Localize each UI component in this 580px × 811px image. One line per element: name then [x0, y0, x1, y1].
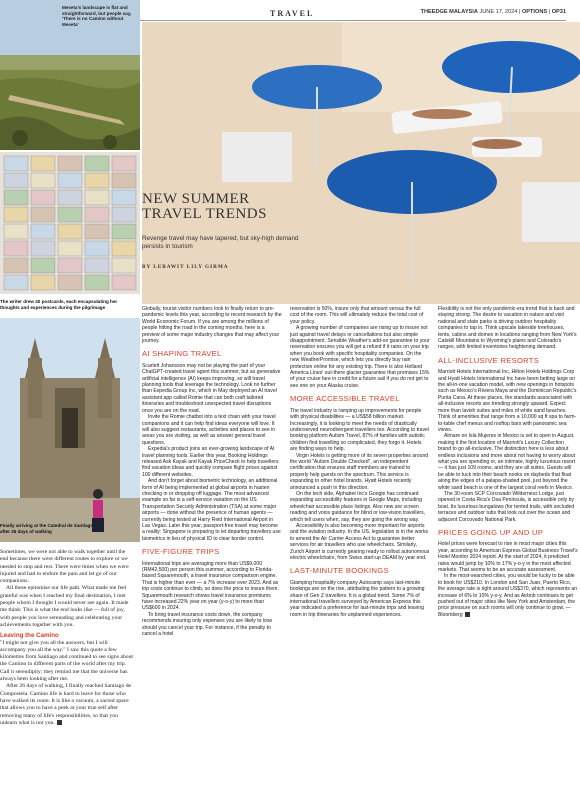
postcard [85, 224, 109, 239]
caption-meseta: Meseta's landscape is flat and straightforward, but people say, 'There is no Camino without Meseta' [62, 5, 132, 27]
paragraph: reservation is 50%, insure only that amount versus the full cost of the room. This will ultimately reduce the total cost of your policy. [290, 306, 424, 325]
paragraph: Glamping hospitality company Autocamp says last-minute bookings are on the rise, attributing the pattern to a growing share of Gen Z travellers. It is a global trend. Some 7% of international travellers surveyed by American Express this year indicated a preference for last-minute trips and leaving room in trip itineraries for unplanned experiences. [290, 579, 425, 618]
postcard [31, 258, 55, 273]
paragraph: Accessibility is also becoming more important for airports and the aviation industry. In the US, legislation is in the works to amend the Air Carrier Access Act to guarantee better services for air travellers who use wheelchairs. Similarly, Zurich Airport is currently gearing ready to rollout autonomous electric wheelchairs, from Swiss start-up DEAM by year end. [290, 523, 430, 562]
left-body-text [0, 549, 134, 727]
paragraph: To bring travel insurance costs down, the company recommends insuring only expenses you are likely to lose should you cancel your trip. For instance, if the penalty to cancel a hotel [142, 611, 273, 638]
postcard [58, 258, 82, 273]
paragraph: Globally, tourist visitor numbers look to finally return to pre-pandemic levels this year, according to recent research by the World Economic Forum. If you are among the millions of people hitting the road in the coming months, here is a preview of some major industry changes that may affect your journey. [142, 306, 282, 345]
brand-name: THEEDGE MALAYSIA [420, 9, 478, 15]
left-paragraph-text: After 26 days of walking, I finally reached Santiago de Compostela. Camino life is hard to leave for those who have walked its route. It is like a vacuum, a sacred space that allows you to have a peek at your true self after removing many of life's responsibilities, so that you unlearn what is not you. [0, 683, 132, 726]
postcard [4, 190, 28, 205]
postcard [58, 173, 82, 188]
paragraph: On the tech side, Alphabet Inc's Google has continued expanding accessibility features in Google Maps, including wheelchair accessible place listings. Also new are screen reading and voice guidance for blind or low-vision travellers, which tell users when, say, they are going the wrong way. [290, 490, 426, 523]
paragraph: Invite the Romie chatbot into a text chain with your travel companions and it can help find ideas everyone will love. It will also suggest restaurants, activities and places to see in areas you are visiting, as well as answer general travel questions. [142, 414, 276, 446]
postcard [31, 207, 55, 222]
subhead-accessible: MORE ACCESSIBLE TRAVEL [290, 394, 400, 404]
postcard [58, 190, 82, 205]
caption-cathedral: Finally arriving at the Catedral de Santiago after 26 days of walking [0, 523, 94, 534]
postcard [112, 224, 136, 239]
issue-date: JUNE 17, 2024 [479, 9, 518, 15]
paragraph: And don't forget about biometric technology, an additional form of AI being implemented at global airports in hasten checking in or dropping off luggage. The most advanced example so far is a self-service variation on the US Transportation Security Administration (TSA) at some major airports — done without the presence of human agents — currently being tested at Harry Reid International Airport in Las Vegas. Later this year, passport-free travel may become a reality: Singapore is preparing to let departing travellers use biometrics in lieu of physical ID to clear border control. [142, 478, 281, 542]
postcard [58, 207, 82, 222]
postcard [4, 173, 28, 188]
postcard [31, 190, 55, 205]
postcard [31, 275, 55, 290]
postcard [112, 190, 136, 205]
headline-line-1: NEW SUMMER [142, 191, 250, 207]
article-column-2 [290, 306, 430, 618]
paragraph [438, 573, 578, 618]
postcard [4, 224, 28, 239]
postcard [112, 156, 136, 171]
postcard [85, 190, 109, 205]
paragraph: Hotel prices were forecast to rise in most major cities this year, according to American Express Global Business Travel's Hotel Monitor 2024 report. At the start of 2024, it predicted rates would jump by 10% to 17% y-o-y in the most affected markets. That seems to be an accurate assessment. [438, 541, 578, 574]
page-number: OP31 [551, 9, 566, 15]
paragraph: Expedia's product joins an ever-growing landscape of AI travel planning tools. Earlier this year, Booking Holdings released Ask Kayak and Kayak PriceCheck to help travellers find vacation ideas and quickly compare flight prices against 100 different websites. [142, 446, 279, 478]
subhead-ai: AI SHAPING TRAVEL [142, 349, 222, 359]
postcard [58, 156, 82, 171]
postcard [112, 173, 136, 188]
postcard [112, 207, 136, 222]
article-deck: Revenge travel may have tapered, but sky-high demand persists in tourism [142, 235, 299, 250]
left-paragraph: Sometimes, we were not able to walk together until the end because there were different routes to explore or we needed to stop and rest. There were times when we were injured and had to endure the pain and let go of our companions. [0, 549, 129, 585]
paragraph: Almare on Isla Mujeres in Mexico is set to open in August, making it the first location of Marriott's Luxury Collection brand to go all-inclusive. The distinction here is less about endless inclusions and more about not having to worry about what you are spending or, an intimate, highly luxurious resort — it has just 109 rooms, and they are all suites. Guests will be able to tuck into their beach nooks on daybeds that float along the edges of a palapa-shaded pool, just beyond the white sand beach is one of the largest coral reefs in Mexico. [438, 433, 576, 491]
postcard [85, 207, 109, 222]
postcard [58, 224, 82, 239]
article-column-1 [142, 306, 282, 638]
postcard [31, 156, 55, 171]
postcard [58, 275, 82, 290]
paragraph: Virgin Hotels is getting more of its seven properties around the world "Autism Double Checked", an independent certification that ensures staff members are trained to properly help guests on the spectrum. This service is expanding to other hotel brands. Hyatt Hotels recently announced a push in this direction. [290, 452, 429, 491]
left-paragraph: All these epitomise our life path. What made me feel grateful was when I reached my final destination, I met people whom I thought I would never see again. It made me think: This is what the end looks like — full of joy, with people you love serenading and celebrating your achievements together with you. [0, 585, 129, 628]
beach-umbrellas-photo [142, 22, 580, 304]
postcard [31, 173, 55, 188]
article-byline: BY LEBAWIT LILY GIRMA [142, 264, 229, 270]
postcard [4, 275, 28, 290]
postcard [4, 156, 28, 171]
section-label: TRAVEL [270, 9, 315, 18]
postcard [4, 241, 28, 256]
postcard [85, 173, 109, 188]
postcard [112, 241, 136, 256]
paragraph: Marriott Hotels International Inc, Hilton Hotels Holdings Corp and Hyatt Hotels International Inc have been betting large on the all-in-one vacation model, with new openings in hotspots such as Mexico's Riviera Maya and the Dominican Republic's Punta Cana. At these places, the standards associated with all-inclusive resorts are trending strongly upward. Expect more than lavish suites and miles of white sand beaches. Think of amenities that range from a 10,000 sq ft spa to farm-to-table chef menus and rooftop bars with panoramic sea views. [438, 369, 577, 433]
paragraph: Scarlett Johansson may not be playing the part of your ChatGPT-created travel agent this summer, but as generative artificial intelligence (AI) keeps improving, so will travel planning tools that leverage the technology. Look no further than Expedia Group Inc, which in May deployed an AI travel assistant app called Romie that can both craft tailored itineraries and troubleshoot unexpected travel disruptions once you are on the road. [142, 362, 281, 414]
pillar-name: OPTIONS [521, 9, 548, 15]
subhead-five-figure: FIVE-FIGURE TRIPS [142, 547, 220, 557]
cathedral-photo [0, 318, 140, 542]
headline-line-2: TRAVEL TRENDS [142, 206, 267, 222]
paragraph: Flexibility is not the only pandemic-era trend that is back and staying strong. The desire to vacation in nature and visit national and state parks is driving outdoor hospitality companies to tap in. Think upscale lakeside treehouses, tents, cabins and domes in locations ranging from New York's Catskill Mountains to Wyoming's plains and Colorado's ranges, with limited inventories heightening demand. [438, 306, 577, 351]
end-mark: ■ [57, 720, 62, 725]
end-mark: ■ [465, 612, 470, 617]
postcard [31, 224, 55, 239]
paragraph: A growing number of companies are rising up to insure not just against travel delays or cancellations but also simple disappointment. Sensible Weather's add-on guarantee to your reservation ensures you will get a refund if it rains on your trip when you book with specific hospitality companies. On the new WeatherPromise, which lets you directly buy rain protection online for any existing trip. There is also Holland America Lines' out-there glacier guarantee that promises 15% of your cruise fare in credit for a future sail if you do not get to see one on your Alaska cruise. [290, 325, 430, 389]
postcards-photo [0, 152, 140, 294]
paragraph-text: In the most-searched cities, you would be lucky to be able to book for US$210. In London and San Juan, Puerto Rico, the average rate is right around US$370, which represents an increase of 6% to 10% y-o-y. And as Airbnb continues to get pushed out of major cities like New York and Amsterdam, the price pressure on such rooms will only continue to grow. — Bloomberg [438, 573, 578, 618]
paragraph: The 30-room SCP Corcovado Wilderness Lodge, just opened in Costa Rica's Osa Peninsula, is accessible only by boat. Its luxurious bungalows (for tented trails, with secluded terraces and outdoor tubs that look out over the ocean and adjacent Corcovado National Park. [438, 490, 575, 523]
article-column-3 [438, 306, 578, 618]
masthead: THEEDGE MALAYSIA JUNE 17, 2024 | OPTIONS | OP31 [420, 9, 566, 15]
caption-postcards: The writer drew 40 postcards, each encapsulating her thoughts and experiences during the pilgrimage [0, 299, 118, 310]
postcard [85, 156, 109, 171]
postcard [85, 241, 109, 256]
postcard [4, 207, 28, 222]
paragraph: International trips are averaging more than US$9,000 (RM42,500) per person this summer, according to Florida-based Squaremouth, a travel insurance comparison engine. That is higher than ever — a 7% increase over 2023. And as trip costs continue to climb, so does the price to insure them. Squaremouth research shows travel insurance premiums have increased 22% year on year (y-o-y) to more than US$600 in 2024. [142, 560, 279, 612]
postcard [85, 258, 109, 273]
postcard [85, 275, 109, 290]
postcard [31, 241, 55, 256]
postcard [112, 258, 136, 273]
subhead-all-inclusive: ALL-INCLUSIVE RESORTS [438, 355, 540, 365]
header-rule [140, 20, 566, 21]
article-headline [142, 192, 267, 222]
left-paragraph [0, 683, 134, 727]
postcard [58, 241, 82, 256]
left-subhead: Leaving the Camino [0, 632, 59, 640]
left-paragraph: "I might not give you all the answers, but I will accompany you all the way." I saw this quote a few kilometres from Santiago and continued to see signs about the Camino in different parts of the world after my trip. Call it serendipity; they remind me that the universe has always been looking after me. [0, 639, 133, 683]
subhead-prices: PRICES GOING UP AND UP [438, 528, 544, 537]
postcard [4, 258, 28, 273]
postcard [112, 275, 136, 290]
subhead-last-minute: LAST-MINUTE BOOKINGS [290, 566, 389, 576]
paragraph: The travel industry is ramping up improvements for people with physical disabilities — a US$58 billion market. Increasingly, it is looking to meet the needs of drastically underserved neurodivergent travellers too. According to travel booking platform Autism Travel, 87% of families with autistic children find travelling so complicated, they forgo it. Hotels are finding ways to help. [290, 407, 430, 453]
